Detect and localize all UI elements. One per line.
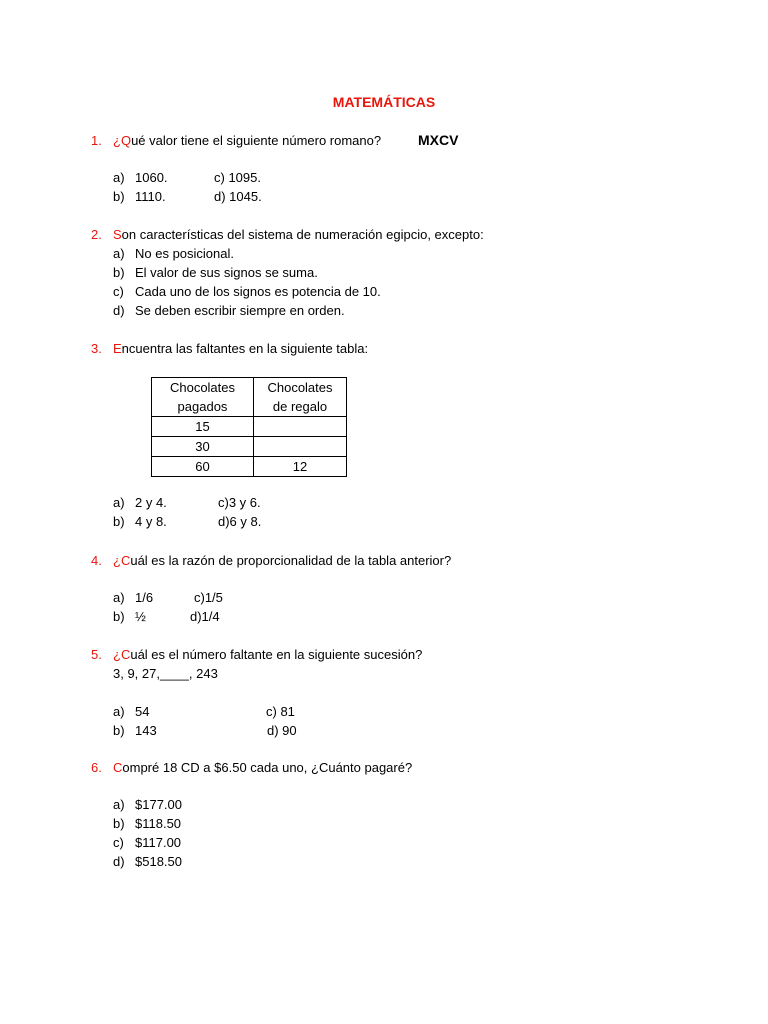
q5-option-a-label: a) bbox=[113, 704, 125, 719]
q2-option-b-label: b) bbox=[113, 265, 125, 280]
question-5-text bbox=[113, 647, 422, 663]
question-3-rest: ncuentra las faltantes en la siguiente tabla: bbox=[121, 341, 369, 356]
q2-option-d-label: d) bbox=[113, 303, 125, 318]
q6-option-c-text: $117.00 bbox=[135, 835, 182, 850]
chocolates-table bbox=[151, 377, 347, 477]
q1-option-c: c) 1095. bbox=[214, 170, 261, 185]
header-2-line-2: de regalo bbox=[272, 399, 328, 414]
q6-option-d-text: $518.50 bbox=[135, 854, 182, 869]
q6-option-b-label: b) bbox=[113, 816, 125, 831]
question-2-first-letters: S bbox=[113, 227, 122, 242]
q1-option-d: d) 1045. bbox=[214, 189, 262, 204]
table-cell: 12 bbox=[254, 457, 347, 477]
q5-option-b-label: b) bbox=[113, 723, 125, 738]
q6-option-a-text: $177.00 bbox=[135, 797, 182, 812]
question-6-text bbox=[113, 760, 412, 776]
q4-option-b-label: b) bbox=[113, 609, 125, 624]
q6-option-d-label: d) bbox=[113, 854, 125, 869]
q2-option-c-text: Cada uno de los signos es potencia de 10. bbox=[135, 284, 381, 299]
question-1-first-letters: ¿Q bbox=[113, 133, 132, 148]
header-cell-pagados bbox=[152, 378, 254, 417]
question-6-first-letters: C bbox=[113, 760, 123, 775]
question-4-rest: uál es la razón de proporcionalidad de la tabla anterior? bbox=[130, 553, 452, 568]
question-1-text bbox=[113, 133, 381, 149]
q2-option-d-text: Se deben escribir siempre en orden. bbox=[135, 303, 345, 318]
q2-option-a-text: No es posicional. bbox=[135, 246, 234, 261]
q4-option-d: d)1/4 bbox=[190, 609, 220, 624]
question-5-first-letters: ¿C bbox=[113, 647, 131, 662]
question-3-first-letters: E bbox=[113, 341, 122, 356]
header-cell-regalo bbox=[254, 378, 347, 417]
table-header-row bbox=[152, 378, 347, 417]
header-2-line-1: Chocolates bbox=[267, 380, 333, 395]
q5-option-a-text: 54 bbox=[135, 704, 150, 719]
q6-option-b-text: $118.50 bbox=[135, 816, 182, 831]
q3-option-d: d)6 y 8. bbox=[218, 514, 262, 529]
question-3-text bbox=[113, 341, 368, 357]
q1-option-a-text: 1060. bbox=[135, 170, 168, 185]
q2-option-c-label: c) bbox=[113, 284, 124, 299]
roman-numeral: MXCV bbox=[418, 132, 459, 148]
question-1-number: 1. bbox=[91, 133, 102, 148]
table-row bbox=[152, 457, 347, 477]
question-4-number: 4. bbox=[91, 553, 102, 568]
page-title: MATEMÁTICAS bbox=[332, 94, 436, 110]
q4-option-b-text: ½ bbox=[135, 609, 146, 624]
q1-option-b-label: b) bbox=[113, 189, 125, 204]
q3-option-b-label: b) bbox=[113, 514, 125, 529]
q1-option-b-text: 1110. bbox=[135, 189, 166, 204]
question-6-rest: ompré 18 CD a $6.50 cada uno, ¿Cuánto pagaré? bbox=[122, 760, 413, 775]
q6-option-a-label: a) bbox=[113, 797, 125, 812]
q3-option-c: c)3 y 6. bbox=[218, 495, 261, 510]
q4-option-a-text: 1/6 bbox=[135, 590, 154, 605]
table-cell bbox=[254, 437, 347, 457]
header-1-line-2: pagados bbox=[177, 399, 228, 414]
q3-option-a-label: a) bbox=[113, 495, 125, 510]
question-4-first-letters: ¿C bbox=[113, 553, 131, 568]
table-cell: 60 bbox=[152, 457, 254, 477]
q6-option-c-label: c) bbox=[113, 835, 124, 850]
question-4-text bbox=[113, 553, 451, 569]
table-cell: 30 bbox=[152, 437, 254, 457]
question-5-rest: uál es el número faltante en la siguiente sucesión? bbox=[130, 647, 423, 662]
q4-option-c: c)1/5 bbox=[194, 590, 223, 605]
q5-option-c: c) 81 bbox=[266, 704, 295, 719]
header-1-line-1: Chocolates bbox=[169, 380, 236, 395]
q4-option-a-label: a) bbox=[113, 590, 125, 605]
table-row bbox=[152, 437, 347, 457]
question-3-number: 3. bbox=[91, 341, 102, 356]
q3-option-a-text: 2 y 4. bbox=[135, 495, 167, 510]
question-2-number: 2. bbox=[91, 227, 102, 242]
table-cell bbox=[254, 417, 347, 437]
q5-option-d: d) 90 bbox=[267, 723, 297, 738]
q2-option-a-label: a) bbox=[113, 246, 125, 261]
q3-option-b-text: 4 y 8. bbox=[135, 514, 167, 529]
question-2-rest: on características del sistema de numeración egipcio, excepto: bbox=[121, 227, 484, 242]
q2-option-b-text: El valor de sus signos se suma. bbox=[135, 265, 318, 280]
question-6-number: 6. bbox=[91, 760, 102, 775]
table-row bbox=[152, 417, 347, 437]
question-1-rest: ué valor tiene el siguiente número romano? bbox=[131, 133, 382, 148]
q1-option-a-label: a) bbox=[113, 170, 125, 185]
sequence-text: 3, 9, 27,____, 243 bbox=[113, 666, 218, 681]
question-2-text bbox=[113, 227, 484, 243]
question-5-number: 5. bbox=[91, 647, 102, 662]
q5-option-b-text: 143 bbox=[135, 723, 157, 738]
table-cell: 15 bbox=[152, 417, 254, 437]
